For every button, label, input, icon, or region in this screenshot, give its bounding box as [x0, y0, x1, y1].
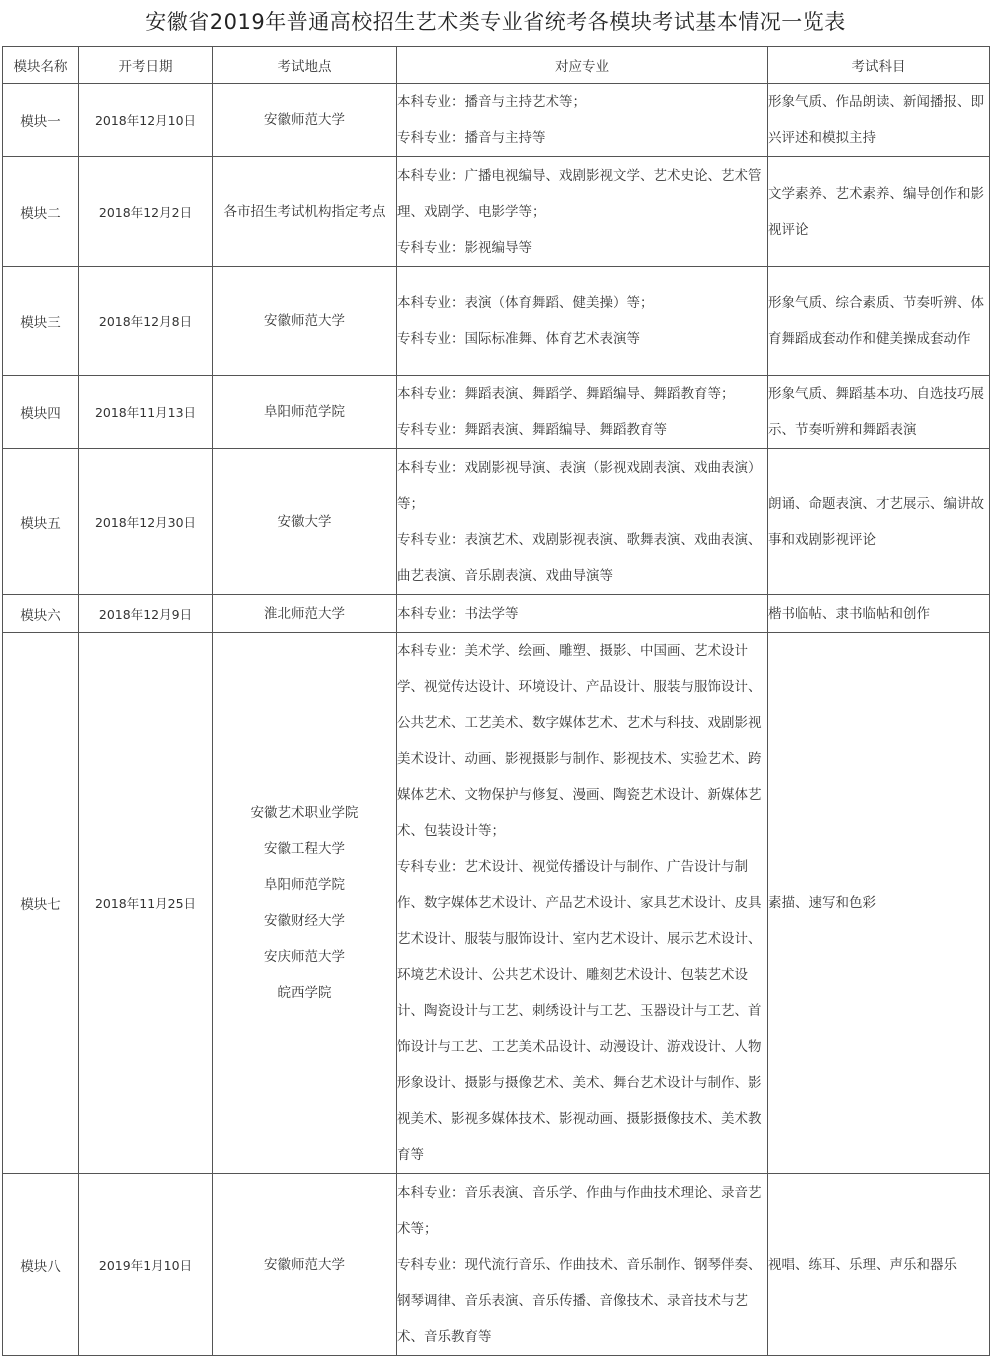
date-cell: 2018年12月10日 [79, 84, 213, 157]
table-row [3, 595, 990, 633]
subjects-cell: 朗诵、命题表演、才艺展示、编讲故事和戏剧影视评论 [768, 449, 990, 595]
majors-cell [397, 595, 768, 633]
header-date: 开考日期 [79, 47, 213, 84]
table-row [3, 633, 990, 1174]
table-row [3, 267, 990, 376]
major-line: 本科专业：音乐表演、音乐学、作曲与作曲技术理论、录音艺术等； [397, 1184, 762, 1237]
module-cell: 模块四 [3, 376, 79, 449]
date-cell: 2018年12月30日 [79, 449, 213, 595]
module-cell: 模块六 [3, 595, 79, 633]
date-cell: 2018年11月13日 [79, 376, 213, 449]
table-row [3, 157, 990, 267]
site-cell [213, 595, 397, 633]
module-cell: 模块五 [3, 449, 79, 595]
major-line: 本科专业：舞蹈表演、舞蹈学、舞蹈编导、舞蹈教育等； [397, 386, 735, 402]
major-line: 本科专业：美术学、绘画、雕塑、摄影、中国画、艺术设计学、视觉传达设计、环境设计、产品设计、服装与服饰设计、公共艺术、工艺美术、数字媒体艺术、艺术与科技、戏剧影视美术设计、动画、影视摄影与制作、影视技术、实验艺术、跨媒体艺术、文物保护与修复、漫画、陶瓷艺术设计、新媒体艺术、包装设计等； [397, 643, 762, 839]
site-name: 淮北师范大学 [264, 605, 345, 622]
module-cell: 模块二 [3, 157, 79, 267]
subjects-cell: 楷书临帖、隶书临帖和创作 [768, 595, 990, 633]
header-subjects: 考试科目 [768, 47, 990, 84]
site-name: 安徽师范大学 [264, 313, 345, 329]
module-cell: 模块八 [3, 1174, 79, 1356]
site-cell [213, 633, 397, 1174]
module-cell: 模块三 [3, 267, 79, 376]
subjects-cell: 文学素养、艺术素养、编导创作和影视评论 [768, 157, 990, 267]
major-line: 专科专业：国际标准舞、体育艺术表演等 [397, 331, 640, 347]
major-line: 专科专业：舞蹈表演、舞蹈编导、舞蹈教育等 [397, 422, 667, 438]
header-majors: 对应专业 [397, 47, 768, 84]
table-row [3, 376, 990, 449]
module-cell: 模块七 [3, 633, 79, 1174]
major-line: 专科专业：影视编导等 [397, 239, 532, 256]
major-line: 本科专业：表演（体育舞蹈、健美操）等； [397, 295, 654, 311]
majors-cell [397, 157, 768, 267]
major-line: 专科专业：艺术设计、视觉传播设计与制作、广告设计与制作、数字媒体艺术设计、产品艺术设计、家具艺术设计、皮具艺术设计、服装与服饰设计、室内艺术设计、展示艺术设计、环境艺术设计、公共艺术设计、雕刻艺术设计、包装艺术设计、陶瓷设计与工艺、刺绣设计与工艺、玉器设计与工艺、首饰设计与工艺、工艺美术品设计、动漫设计、游戏设计、人物形象设计、摄影与摄像艺术、美术、舞台艺术设计与制作、影视美术、影视多媒体技术、影视动画、摄影摄像技术、美术教育等 [397, 859, 762, 1163]
site-cell [213, 449, 397, 595]
major-line: 本科专业：广播电视编导、戏剧影视文学、艺术史论、艺术管理、戏剧学、电影学等； [397, 167, 762, 220]
majors-cell [397, 633, 768, 1174]
majors-cell [397, 1174, 768, 1356]
header-site: 考试地点 [213, 47, 397, 84]
date-cell: 2018年11月25日 [79, 633, 213, 1174]
table-body [3, 84, 990, 1356]
exam-table [2, 46, 990, 1356]
date-cell: 2019年1月10日 [79, 1174, 213, 1356]
site-cell [213, 267, 397, 376]
majors-cell [397, 449, 768, 595]
site-name: 安庆师范大学 [264, 949, 345, 965]
site-cell [213, 376, 397, 449]
subjects-cell: 素描、速写和色彩 [768, 633, 990, 1174]
site-name: 安徽工程大学 [264, 841, 345, 857]
header-module: 模块名称 [3, 47, 79, 84]
subjects-cell: 形象气质、舞蹈基本功、自选技巧展示、节奏听辨和舞蹈表演 [768, 376, 990, 449]
majors-cell [397, 376, 768, 449]
majors-cell [397, 267, 768, 376]
subjects-cell: 形象气质、综合素质、节奏听辨、体育舞蹈成套动作和健美操成套动作 [768, 267, 990, 376]
site-name: 安徽大学 [277, 513, 332, 530]
page-title: 安徽省2019年普通高校招生艺术类专业省统考各模块考试基本情况一览表 [145, 10, 846, 34]
major-line: 本科专业：戏剧影视导演、表演（影视戏剧表演、戏曲表演）等； [397, 459, 762, 512]
site-name: 安徽艺术职业学院 [250, 805, 359, 821]
date-cell: 2018年12月9日 [79, 595, 213, 633]
site-name: 安徽师范大学 [264, 1256, 345, 1273]
site-name: 各市招生考试机构指定考点 [223, 203, 386, 220]
major-line: 本科专业：书法学等 [397, 605, 519, 622]
module-cell: 模块一 [3, 84, 79, 157]
site-name: 阜阳师范学院 [264, 877, 345, 893]
site-cell [213, 1174, 397, 1356]
site-name: 阜阳师范学院 [264, 404, 345, 420]
table-row [3, 84, 990, 157]
major-line: 专科专业：表演艺术、戏剧影视表演、歌舞表演、戏曲表演、曲艺表演、音乐剧表演、戏曲导演等 [397, 531, 762, 584]
site-cell [213, 157, 397, 267]
table-row [3, 449, 990, 595]
subjects-cell: 视唱、练耳、乐理、声乐和器乐 [768, 1174, 990, 1356]
table-header-row [3, 47, 990, 84]
site-name: 皖西学院 [277, 985, 332, 1001]
subjects-cell: 形象气质、作品朗读、新闻播报、即兴评述和模拟主持 [768, 84, 990, 157]
majors-cell [397, 84, 768, 157]
site-name: 安徽师范大学 [264, 112, 345, 128]
site-name: 安徽财经大学 [264, 913, 345, 929]
date-cell: 2018年12月8日 [79, 267, 213, 376]
major-line: 专科专业：播音与主持等 [397, 130, 546, 146]
site-cell [213, 84, 397, 157]
date-cell: 2018年12月2日 [79, 157, 213, 267]
major-line: 本科专业：播音与主持艺术等； [397, 94, 586, 110]
major-line: 专科专业：现代流行音乐、作曲技术、音乐制作、钢琴伴奏、钢琴调律、音乐表演、音乐传播、音像技术、录音技术与艺术、音乐教育等 [397, 1256, 762, 1345]
table-row [3, 1174, 990, 1356]
